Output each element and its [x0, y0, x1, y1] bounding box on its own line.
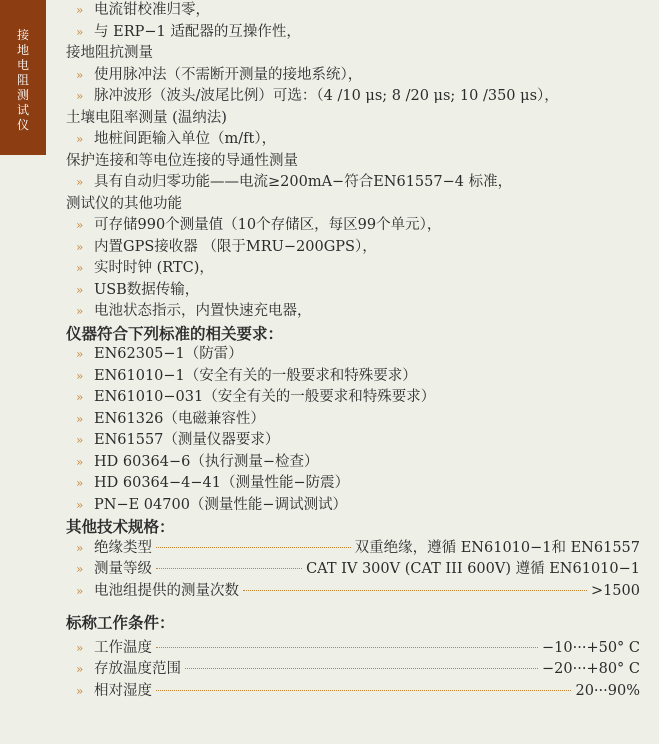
item-text: EN61557（测量仪器要求） — [94, 432, 280, 448]
item-text: 内置GPS接收器 （限于MRU−200GPS）， — [94, 238, 377, 255]
side-tab-char: 接 — [16, 28, 29, 42]
spec-content — [66, 0, 651, 702]
bullet-icon: » — [76, 175, 84, 189]
item-text: 脉冲波形（波头/波尾比例）可选：（4 /10 μs; 8 /20 μs; 10 /350 μs）， — [94, 88, 559, 104]
spec-value: 20···90% — [575, 682, 640, 699]
dot-leader — [156, 547, 351, 548]
spec-row — [66, 581, 640, 603]
list-item — [66, 22, 651, 44]
bullet-icon: » — [76, 662, 84, 676]
list-item — [66, 86, 651, 108]
bullet-icon: » — [76, 89, 84, 103]
spec-value: −10···+50° C — [542, 639, 640, 656]
bullet-icon: » — [76, 683, 84, 698]
spec-label: 相对湿度 — [94, 682, 152, 699]
section-title: 保护连接和等电位连接的导通性测量 — [66, 152, 298, 169]
spec-label: 工作温度 — [94, 639, 152, 656]
section-title: 仪器符合下列标准的相关要求： — [66, 323, 284, 343]
bullet-icon: » — [76, 540, 84, 555]
bullet-icon: » — [76, 583, 84, 598]
side-tab-char: 测 — [16, 88, 29, 102]
side-tab-char: 仪 — [16, 118, 29, 132]
list-item — [66, 366, 651, 388]
list-item — [66, 172, 651, 194]
bullet-icon: » — [76, 282, 84, 297]
list-item — [66, 237, 651, 259]
item-text: USB数据传输， — [94, 281, 200, 298]
list-item — [66, 387, 651, 409]
side-tab-char: 地 — [16, 43, 29, 57]
dot-leader — [156, 568, 302, 569]
spec-value: CAT IV 300V (CAT III 600V) 遵循 EN61010−1 — [306, 561, 640, 577]
bullet-icon: » — [76, 347, 84, 361]
bullet-icon: » — [76, 368, 84, 383]
bullet-icon: » — [76, 304, 84, 318]
item-text: EN61326（电磁兼容性） — [94, 410, 265, 427]
spec-row — [66, 659, 640, 681]
item-text: EN62305−1（防雷） — [94, 346, 243, 362]
bullet-icon: » — [76, 640, 84, 655]
list-item — [66, 430, 651, 452]
item-text: 具有自动归零功能——电流≥200mA−符合EN61557−4 标准， — [94, 174, 513, 190]
list-item — [66, 409, 651, 431]
side-tab — [0, 0, 46, 155]
spec-label: 电池组提供的测量次数 — [94, 582, 239, 599]
spec-label: 绝缘类型 — [94, 539, 152, 556]
item-text: 与 ERP−1 适配器的互操作性， — [94, 23, 301, 40]
list-item — [66, 495, 651, 517]
item-text: EN61010−031（安全有关的一般要求和特殊要求） — [94, 389, 436, 405]
list-item — [66, 301, 651, 323]
bullet-icon: » — [76, 67, 84, 82]
list-item — [66, 258, 651, 280]
item-text: HD 60364−4−41（测量性能−防震） — [94, 475, 350, 491]
bullet-icon: » — [76, 497, 84, 512]
spec-value: 双重绝缘，遵循 EN61010−1和 EN61557 — [354, 539, 640, 556]
list-item — [66, 280, 651, 302]
item-text: 使用脉冲法（不需断开测量的接地系统）， — [94, 66, 363, 83]
spec-label: 存放温度范围 — [94, 661, 181, 677]
section-title: 其他技术规格： — [66, 517, 175, 536]
spec-value: >1500 — [590, 582, 640, 599]
spacer — [66, 602, 651, 612]
list-item — [66, 0, 651, 22]
bullet-icon: » — [76, 411, 84, 426]
bullet-icon: » — [76, 433, 84, 447]
spec-value: −20···+80° C — [542, 661, 640, 677]
bullet-icon: » — [76, 239, 84, 254]
section-title: 测试仪的其他功能 — [66, 195, 182, 212]
list-item — [66, 65, 651, 87]
bullet-icon: » — [76, 24, 84, 39]
bullet-icon: » — [76, 3, 84, 17]
item-text: 电池状态指示，内置快速充电器， — [94, 303, 312, 319]
list-item — [66, 215, 651, 237]
list-item — [66, 129, 651, 151]
side-tab-char: 阻 — [16, 73, 29, 87]
item-text: EN61010−1（安全有关的一般要求和特殊要求） — [94, 367, 417, 384]
dot-leader — [185, 668, 538, 669]
side-tab-char: 试 — [16, 103, 29, 117]
spec-row — [66, 638, 640, 660]
section-title: 接地阻抗测量 — [66, 45, 153, 61]
bullet-icon: » — [76, 218, 84, 232]
section-title: 土壤电阻率测量 (温纳法) — [66, 109, 227, 126]
section-title: 标称工作条件： — [66, 613, 175, 632]
bullet-icon: » — [76, 562, 84, 576]
spec-label: 测量等级 — [94, 561, 152, 577]
spec-row — [66, 681, 640, 703]
item-text: PN−E 04700（测量性能−调试测试） — [94, 496, 348, 513]
bullet-icon: » — [76, 390, 84, 404]
dot-leader — [243, 590, 587, 591]
bullet-icon: » — [76, 476, 84, 490]
dot-leader — [156, 690, 571, 691]
spec-row — [66, 559, 640, 581]
dot-leader — [156, 647, 538, 648]
item-text: HD 60364−6（执行测量−检查） — [94, 453, 319, 470]
item-text: 可存储990个测量值（10个存储区，每区99个单元）， — [94, 217, 442, 233]
item-text: 电流钳校准归零， — [94, 2, 210, 18]
side-tab-char: 电 — [16, 58, 29, 72]
item-text: 地桩间距输入单位（m/ft）， — [94, 131, 277, 147]
list-item — [66, 452, 651, 474]
item-text: 实时时钟 (RTC)， — [94, 260, 214, 276]
bullet-icon: » — [76, 132, 84, 146]
list-item — [66, 473, 651, 495]
bullet-icon: » — [76, 261, 84, 275]
bullet-icon: » — [76, 454, 84, 469]
spec-row — [66, 538, 640, 560]
list-item — [66, 344, 651, 366]
